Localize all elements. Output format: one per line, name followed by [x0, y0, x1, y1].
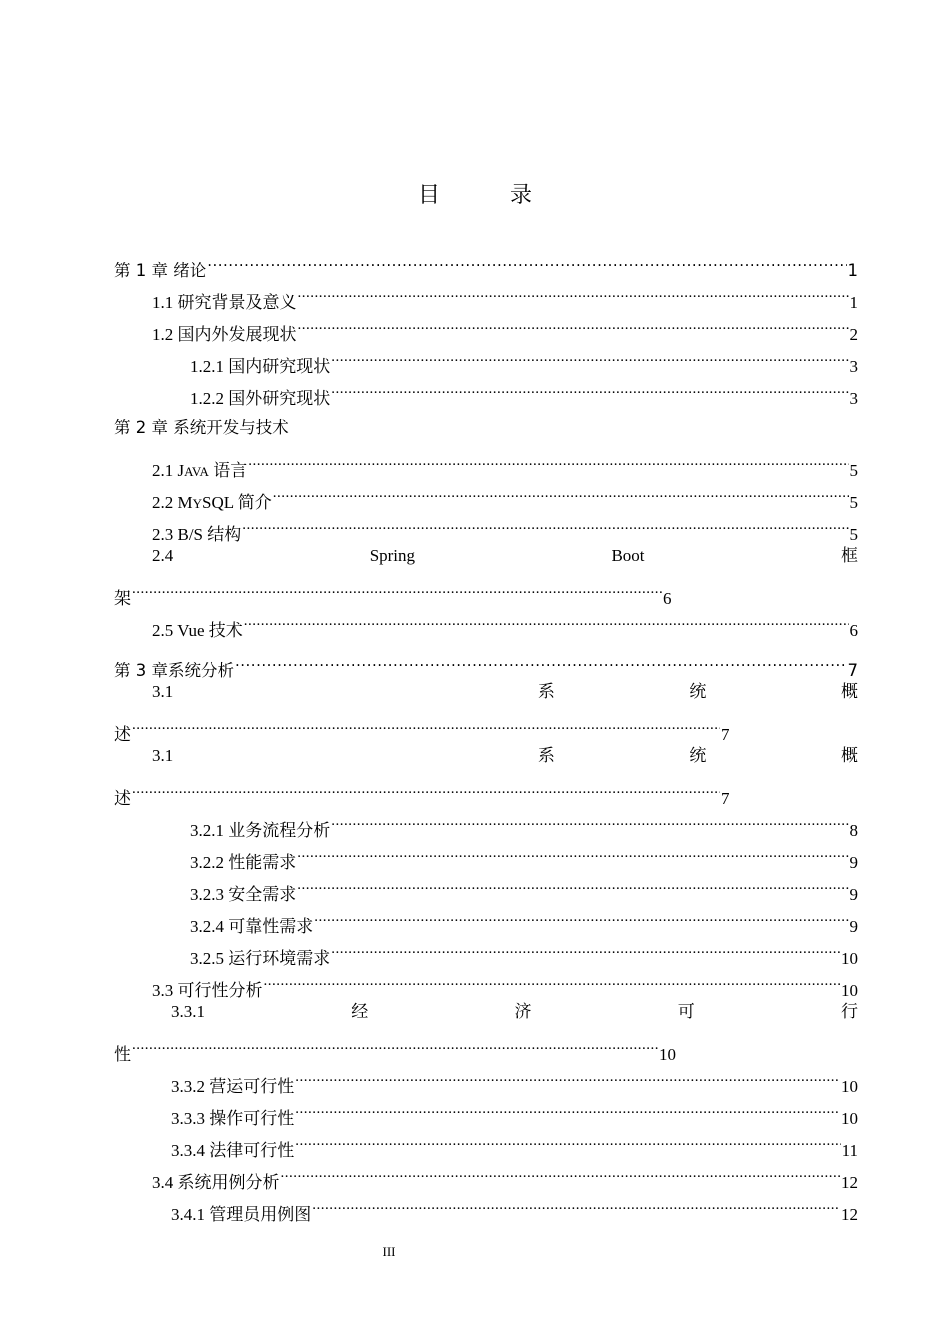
toc-entry-page: 3: [849, 389, 858, 408]
toc-entry-word: 统: [689, 682, 707, 701]
toc-entry-page: 7: [847, 661, 858, 680]
toc-entry-page: 10: [841, 1109, 858, 1128]
toc-entry-word: Spring: [369, 546, 416, 565]
toc-entry-label: 3.2.3 安全需求: [190, 885, 297, 904]
dot-leader: [132, 708, 720, 740]
toc-entry-label: 1.2 国内外发展现状: [152, 325, 297, 344]
dot-leader: [207, 244, 846, 276]
toc-entry-page: 10: [841, 949, 858, 968]
dot-leader: [295, 1060, 840, 1092]
toc-entry-label: 2.5 Vue 技术: [152, 621, 243, 640]
toc-entry-page: 1: [849, 293, 858, 312]
dot-leader: [312, 1188, 840, 1220]
toc-entry-label: 1.2.2 国外研究现状: [190, 389, 331, 408]
toc-entry-label: 1.1 研究背景及意义: [152, 293, 297, 312]
dot-leader: [295, 1124, 840, 1156]
dot-leader: [281, 1156, 841, 1188]
toc-entry[interactable]: [114, 476, 858, 512]
toc-entry-label: 3.3.4 法律可行性: [171, 1141, 295, 1160]
page-number-footer: III: [382, 1244, 396, 1259]
toc-entry-label: 第 3 章系统分析: [114, 661, 234, 680]
toc-title: 目 录: [417, 183, 556, 208]
toc-entry-label: 1.2.1 国内研究现状: [190, 357, 331, 376]
toc-entry-page: 9: [849, 917, 858, 936]
toc-entry-page: 11: [841, 1141, 858, 1160]
dot-leader: [331, 804, 848, 836]
toc-entry-word: 系: [537, 746, 555, 765]
toc-entry-page: 5: [849, 461, 858, 480]
toc-entry-word: 系: [537, 682, 555, 701]
dot-leader: [132, 772, 720, 804]
dot-leader: [298, 276, 849, 308]
toc-entry-label-part: 2.2 M: [152, 493, 193, 512]
toc-entry[interactable]: [114, 868, 858, 904]
toc-entry-page: 5: [849, 493, 858, 512]
toc-entry[interactable]: [114, 276, 858, 312]
toc-entry-page: 7: [721, 789, 730, 808]
toc-entry-page: 12: [841, 1173, 858, 1192]
toc-entry-page: 12: [841, 1205, 858, 1224]
dot-leader: [295, 1092, 840, 1124]
toc-entry[interactable]: [114, 508, 858, 544]
toc-entry-word: 框: [840, 546, 858, 565]
toc-entry-label: 3.3.2 营运可行性: [171, 1077, 295, 1096]
dot-leader: [248, 444, 848, 476]
toc-entry-label: 第 2 章 系统开发与技术: [114, 418, 289, 437]
toc-entry-word: 2.4: [152, 546, 174, 565]
dot-leader: [298, 308, 849, 340]
toc-entry-word: 行: [841, 1002, 858, 1021]
dot-leader: [273, 476, 849, 508]
toc-entry-label: 第 1 章 绪论: [114, 261, 207, 280]
toc-entry-label: 3.2.1 业务流程分析: [190, 821, 331, 840]
toc-entry[interactable]: [114, 836, 858, 872]
toc-entry[interactable]: [114, 1060, 858, 1096]
toc-entry-word: 可: [677, 1002, 695, 1021]
dot-leader: [244, 604, 849, 636]
toc-entry-label: 2.3 B/S 结构: [152, 525, 242, 544]
toc-entry-label: 3.3.3 操作可行性: [171, 1109, 295, 1128]
toc-entry[interactable]: [114, 1156, 858, 1192]
dot-leader: [242, 508, 848, 540]
toc-entry-page: 9: [849, 853, 858, 872]
toc-entry[interactable]: [114, 308, 858, 344]
toc-entry-label-part: 2.1 J: [152, 461, 185, 480]
toc-entry-label-part: 语言: [208, 461, 248, 480]
toc-entry[interactable]: [114, 644, 858, 680]
toc-entry[interactable]: [114, 1124, 858, 1160]
toc-entry-page: 8: [849, 821, 858, 840]
toc-entry-word: 济: [514, 1002, 532, 1021]
toc-entry-label-smallcaps: Y: [192, 496, 203, 511]
toc-entry-page: 6: [849, 621, 858, 640]
toc-entry-label: 述: [114, 789, 131, 808]
toc-entry-word: Boot: [611, 546, 645, 565]
toc-entry-continuation[interactable]: [114, 708, 858, 744]
toc-entry[interactable]: [114, 412, 858, 444]
toc-entry-label: 3.3 可行性分析: [152, 981, 263, 1000]
table-of-contents: [114, 244, 858, 1224]
dot-leader: [297, 868, 848, 900]
toc-entry-page: 1: [847, 261, 858, 280]
dot-leader: [314, 900, 848, 932]
toc-entry-word: 概: [840, 746, 858, 765]
toc-entry-label: 3.2.2 性能需求: [190, 853, 297, 872]
toc-entry[interactable]: [114, 932, 858, 968]
toc-entry-page: 7: [721, 725, 730, 744]
toc-entry-label: 3.2.4 可靠性需求: [190, 917, 314, 936]
toc-entry[interactable]: [114, 340, 858, 376]
toc-entry-continuation[interactable]: [114, 1028, 858, 1064]
toc-entry-word: 3.3.1: [171, 1002, 205, 1021]
toc-entry[interactable]: [114, 900, 858, 936]
toc-entry[interactable]: [114, 244, 858, 280]
toc-entry[interactable]: [114, 1092, 858, 1128]
toc-entry-label: 3.2.5 运行环境需求: [190, 949, 331, 968]
toc-entry[interactable]: [114, 964, 858, 1000]
dot-leader: [264, 964, 841, 996]
toc-entry[interactable]: [114, 444, 858, 480]
toc-entry-continuation[interactable]: [114, 772, 858, 808]
dot-leader: [331, 340, 848, 372]
toc-entry-word: 3.1: [152, 682, 174, 701]
toc-entry-page: 2: [849, 325, 858, 344]
toc-entry-page: 10: [841, 1077, 858, 1096]
toc-entry[interactable]: [114, 372, 858, 408]
dot-leader: [297, 836, 848, 868]
toc-entry[interactable]: [114, 604, 858, 640]
toc-entry-label: 架: [114, 589, 131, 608]
toc-entry-label-part: SQL 简介: [202, 493, 272, 512]
toc-entry-page: 5: [849, 525, 858, 544]
dot-leader: [331, 372, 848, 404]
toc-entry-page: 6: [663, 589, 672, 608]
toc-entry-word: 统: [689, 746, 707, 765]
toc-entry-page: 10: [659, 1045, 676, 1064]
toc-entry-page: 3: [849, 357, 858, 376]
toc-entry-label: 性: [114, 1045, 131, 1064]
dot-leader: [331, 932, 840, 964]
toc-entry-label: 3.4 系统用例分析: [152, 1173, 280, 1192]
toc-entry-word: 概: [840, 682, 858, 701]
toc-entry-label: 3.4.1 管理员用例图: [171, 1205, 312, 1224]
dot-leader: [235, 644, 847, 676]
toc-entry[interactable]: [114, 804, 858, 840]
toc-entry-justified[interactable]: [114, 740, 858, 772]
dot-leader: [132, 572, 662, 604]
toc-entry-continuation[interactable]: [114, 572, 858, 608]
toc-entry-word: 经: [351, 1002, 369, 1021]
toc-entry[interactable]: [114, 1188, 858, 1224]
toc-entry-label-smallcaps: AVA: [184, 464, 209, 479]
toc-entry-page: 10: [841, 981, 858, 1000]
dot-leader: [132, 1028, 658, 1060]
toc-entry-page: 9: [849, 885, 858, 904]
toc-entry-label: 述: [114, 725, 131, 744]
toc-entry-word: 3.1: [152, 746, 174, 765]
